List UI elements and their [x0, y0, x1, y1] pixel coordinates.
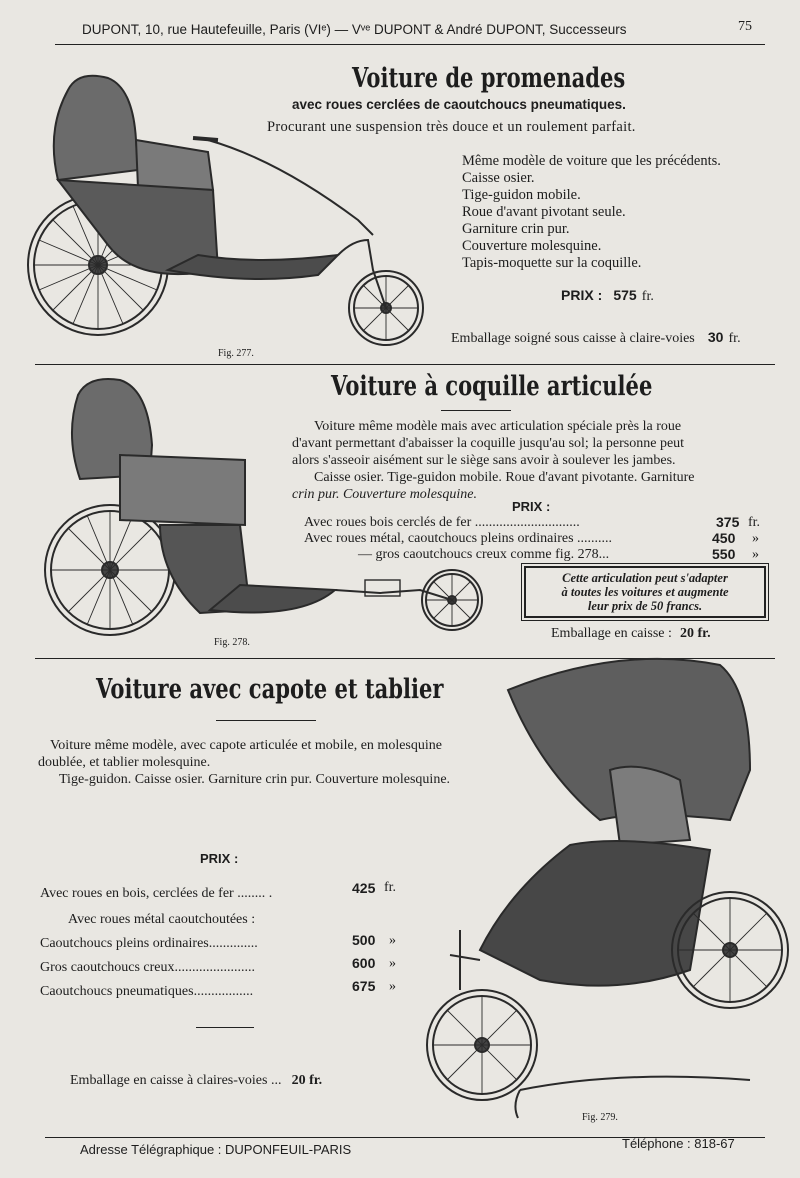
feature-item: Même modèle de voiture que les précédents.: [462, 153, 721, 169]
packing-price: 30: [707, 329, 724, 345]
price-unit: »: [389, 979, 396, 994]
price-value: 375: [716, 514, 740, 530]
price-row: Avec roues en bois, cerclées de fer ........ .: [40, 886, 273, 901]
feature-item: Tige-guidon mobile.: [462, 187, 581, 203]
price-value: 600: [352, 955, 376, 971]
packing-text: Emballage soigné sous caisse à claire-voies: [451, 331, 695, 346]
feature-item: Garniture crin pur.: [462, 221, 570, 237]
price-unit: »: [389, 956, 396, 971]
description-line: d'avant permettant d'abaisser la coquille jusqu'au sol; la personne peut: [292, 436, 685, 451]
packing-price: 20 fr.: [680, 626, 711, 641]
price-unit: »: [389, 933, 396, 948]
price-value: 500: [352, 932, 376, 948]
price-value: 550: [712, 546, 736, 562]
section2-packing: [551, 622, 711, 642]
fig-label-277: Fig. 277.: [218, 348, 254, 359]
section3-title: Voiture avec capote et tablier: [96, 674, 444, 705]
price-row: Gros caoutchoucs creux.......................: [40, 960, 256, 975]
price-value: 675: [352, 978, 376, 994]
price-value: 450: [712, 530, 736, 546]
wheelchair-illustration-fig279: [420, 650, 790, 1120]
section1-rule: [35, 364, 775, 365]
note-line: leur prix de 50 francs.: [587, 599, 703, 613]
description-line: Caisse osier. Tige-guidon mobile. Roue d'avant pivotante. Garniture: [314, 470, 695, 485]
note-line: à toutes les voitures et augmente: [561, 585, 729, 599]
description-line: Tige-guidon. Caisse osier. Garniture crin pur. Couverture molesquine.: [59, 772, 451, 787]
description-line: doublée, et tablier molesquine.: [38, 755, 211, 770]
section3-title-underline: [216, 720, 316, 721]
packing-text: Emballage en caisse à claires-voies ...: [70, 1073, 282, 1088]
section1-packing: [451, 327, 741, 347]
section1-price: [561, 285, 654, 305]
price-unit: fr.: [641, 289, 654, 304]
wheelchair-illustration-fig278: [40, 375, 510, 645]
articulation-note-box: [524, 566, 766, 618]
fig-label-278: Fig. 278.: [214, 637, 250, 648]
feature-item: Roue d'avant pivotant seule.: [462, 204, 626, 220]
packing-price: 20 fr.: [291, 1073, 323, 1088]
feature-item: Caisse osier.: [462, 170, 535, 186]
tow-handle: [515, 1077, 750, 1118]
section1-features: [462, 153, 782, 272]
wheelchair-illustration-fig277: [18, 70, 458, 370]
section3-price-divider: [196, 1027, 254, 1028]
price-row: Caoutchoucs pneumatiques.................: [40, 984, 254, 999]
packing-text: Emballage en caisse :: [551, 626, 672, 641]
header-text: DUPONT, 10, rue Hautefeuille, Paris (VIᵉ) — Vᵛᵉ DUPONT & André DUPONT, Successeurs: [82, 22, 627, 37]
section2-title: Voiture à coquille articulée: [331, 371, 653, 402]
section3-price-label: PRIX :: [200, 851, 239, 866]
price-unit: »: [752, 547, 759, 562]
price-label: PRIX :: [561, 287, 603, 303]
telegraph-address: Adresse Télégraphique : DUPONFEUIL-PARIS: [80, 1142, 352, 1157]
packing-unit: fr.: [728, 331, 741, 346]
section1-tagline: Procurant une suspension très douce et un roulement parfait.: [267, 119, 636, 135]
description-line: alors s'asseoir aisément sur le siège sans avoir à soulever les jambes.: [292, 453, 676, 468]
metal-heading: Avec roues métal caoutchoutées :: [68, 912, 256, 927]
description-line: Voiture même modèle, avec capote articulée et mobile, en molesquine: [50, 738, 442, 753]
telephone: Téléphone : 818-67: [622, 1136, 735, 1151]
price-row: Avec roues métal, caoutchoucs pleins ordinaires ..........: [304, 531, 613, 546]
feature-item: Couverture molesquine.: [462, 238, 602, 254]
description-line: Voiture même modèle mais avec articulation spéciale près la roue: [314, 419, 682, 434]
section1-subtitle: avec roues cerclées de caoutchoucs pneumatiques.: [292, 97, 626, 112]
section2-price-label: PRIX :: [512, 499, 551, 514]
section2-description: [292, 418, 782, 503]
price-row: — gros caoutchoucs creux comme fig. 278...: [358, 547, 610, 562]
feature-item: Tapis-moquette sur la coquille.: [462, 255, 642, 271]
page-number: 75: [738, 19, 752, 34]
page-header: [82, 22, 627, 37]
price-value: 425: [352, 880, 376, 896]
price-unit: fr.: [748, 515, 761, 530]
price-unit: »: [752, 531, 759, 546]
header-rule: [55, 44, 765, 45]
description-line: crin pur. Couverture molesquine.: [292, 487, 477, 502]
apron: [480, 841, 710, 986]
note-line: Cette articulation peut s'adapter: [562, 571, 728, 585]
price-unit: fr.: [384, 880, 397, 895]
price-value: 575: [613, 287, 637, 303]
price-row: Caoutchoucs pleins ordinaires..............: [40, 936, 258, 951]
section2-title-underline: [441, 410, 511, 411]
section3-packing: [70, 1069, 322, 1089]
fig-label-279: Fig. 279.: [582, 1112, 618, 1123]
section1-title: Voiture de promenades: [352, 63, 626, 94]
price-row: Avec roues bois cerclés de fer ..............................: [304, 515, 580, 530]
